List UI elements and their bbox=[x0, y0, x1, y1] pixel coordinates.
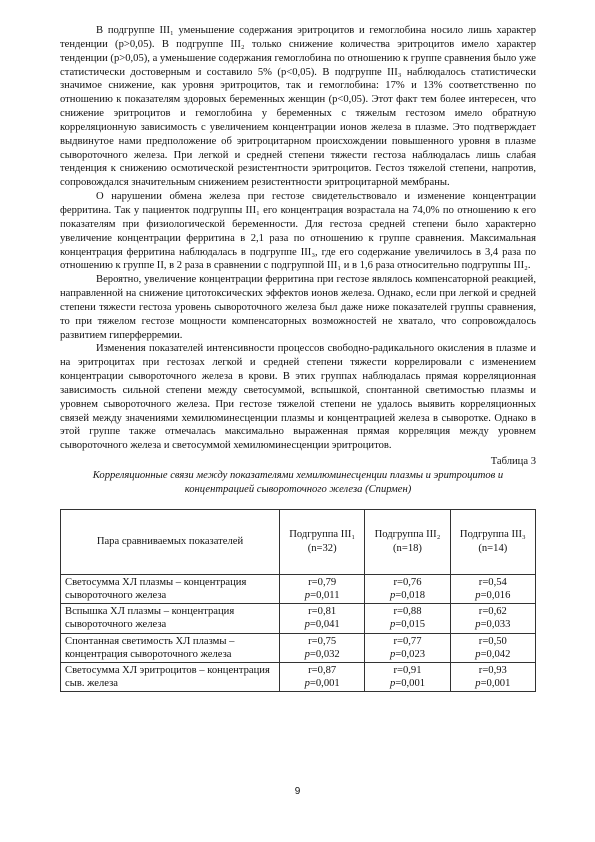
cell-value: r=0,76 p=0,018 bbox=[365, 574, 450, 603]
table-number: Таблица 3 bbox=[490, 456, 536, 468]
p-value: =0,015 bbox=[395, 619, 426, 631]
group-name: Подгруппа III₁ bbox=[289, 529, 356, 541]
cell-value: r=0,77 p=0,023 bbox=[365, 633, 450, 662]
row-pair-label: Вспышка ХЛ плазмы – концентрация сывороточного железа bbox=[61, 604, 280, 633]
page-number: 9 bbox=[294, 786, 301, 797]
p-value: =0,032 bbox=[309, 648, 340, 660]
paragraph-3: Вероятно, увеличение концентрации ферритина при гестозе являлось компенсаторной реакцией, направленной на снижение цитотоксических эффектов ионов железа. Однако, если при легкой и средней степени тяжести гестоза уровень сывороточного железа был даже ниже показателей группы сравнения, то при тяжелом гестозе мощности компенсаторных возможностей не хватало, что сопровождалось развитием гиперферремии. bbox=[60, 274, 536, 341]
table-row bbox=[61, 633, 536, 662]
cell-value: r=0,62 p=0,033 bbox=[450, 604, 535, 633]
cell-value: r=0,87 p=0,001 bbox=[280, 662, 365, 691]
group-name: Подгруппа III₃ bbox=[459, 529, 526, 541]
r-value: r=0,54 bbox=[478, 576, 507, 588]
cell-value: r=0,91 p=0,001 bbox=[365, 662, 450, 691]
p-value: =0,011 bbox=[310, 589, 340, 601]
p-value: =0,042 bbox=[480, 648, 511, 660]
row-pair-label: Светосумма ХЛ эритроцитов – концентрация сыв. железа bbox=[61, 662, 280, 691]
r-value: r=0,93 bbox=[478, 664, 507, 676]
p-value: =0,041 bbox=[309, 619, 340, 631]
cell-value: r=0,50 p=0,042 bbox=[450, 633, 535, 662]
p-value: =0,001 bbox=[480, 678, 511, 690]
group-n: (n=32) bbox=[307, 542, 337, 554]
r-value: r=0,79 bbox=[308, 576, 337, 588]
header-group-2 bbox=[365, 509, 450, 574]
table-row bbox=[61, 662, 536, 691]
group-n: (n=18) bbox=[393, 542, 422, 554]
p-value: =0,001 bbox=[395, 678, 426, 690]
body-text bbox=[60, 24, 536, 692]
paragraph-1: В подгруппе III₁ уменьшение содержания эритроцитов и гемоглобина носило лишь характер тенденции (р>0,05). В подгруппе III₂ только снижение количества эритроцитов имело характер тенденции (р>0,05), а уменьшение содержания гемоглобина по отношению к группе сравнения было уже статистически достоверным и составило 5% (p<0,05). В подгруппе III₃ наблюдалось статистически значимое снижение, как уровня эритроцитов, так и гемоглобина: 17% и 13% соответственно по отношению к показателям здоровых беременных женщин (p<0,05). Этот факт тем более интересен, что снижение эритроцитов и гемоглобина у беременных с тяжелым гестозом имело обратную корреляционную зависимость с увеличением концентрации ионов железа в плазме. Это подтверждает выдвинутое нами предположение об эритроцитарном происхождении повышенного уровня в плазме сывороточного железа. При легкой и средней степени тяжести гестоза наблюдалась лишь слабая тенденция к снижению осмотической резистентности эритроцитов. Гестоз тяжелой степени, напротив, сопровождался значительным снижением резистентности эритроцитарной мембраны. bbox=[60, 25, 537, 189]
header-group-3 bbox=[450, 509, 535, 574]
r-value: r=0,87 bbox=[308, 664, 337, 676]
group-name: Подгруппа III₂ bbox=[374, 529, 441, 541]
p-value: =0,001 bbox=[309, 678, 340, 690]
cell-value: r=0,88 p=0,015 bbox=[365, 604, 450, 633]
r-value: r=0,75 bbox=[308, 635, 337, 647]
r-value: r=0,77 bbox=[393, 635, 422, 647]
row-pair-label: Спонтанная светимость ХЛ плазмы – концентрация сывороточного железа bbox=[61, 633, 280, 662]
p-value: =0,018 bbox=[395, 589, 426, 601]
r-value: r=0,62 bbox=[478, 606, 507, 618]
row-pair-label: Светосумма ХЛ плазмы – концентрация сывороточного железа bbox=[61, 574, 280, 603]
table-row bbox=[61, 574, 536, 603]
r-value: r=0,91 bbox=[393, 664, 422, 676]
table-header-row bbox=[61, 509, 536, 574]
cell-value: r=0,54 p=0,016 bbox=[450, 574, 535, 603]
cell-value: r=0,93 p=0,001 bbox=[450, 662, 535, 691]
header-pair: Пара сравниваемых показателей bbox=[61, 509, 280, 574]
p-value: =0,033 bbox=[480, 619, 511, 631]
group-n: (n=14) bbox=[478, 542, 508, 554]
paragraph-4: Изменения показателей интенсивности процессов свободно-радикального окисления в плазме и на эритроцитах при гестозах легкой и средней степени тяжести коррелировали с изменением концентрации сывороточного железа в крови. В этих группах наблюдалась прямая корреляционная зависимость сильной степени между светосуммой, вспышкой, спонтанной светимостью плазмы и уровнем сывороточного железа. При гестозе тяжелой степени не удалось выявить корреляционных связей между значениями хемилюминесценции плазмы и концентрацией железа в сыворотке. Однако в этой группе также отмечалась максимально выраженная прямая корреляция между уровнем сывороточного железа и светосуммой хемилюминесценции эритроцитов. bbox=[60, 343, 536, 452]
paragraph-2: О нарушении обмена железа при гестозе свидетельствовало и изменение концентрации ферритина. Так у пациенток подгруппы III₁ его концентрация возрастала на 74,0% по отношению к его показателям при физиологической беременности. Для гестоза средней степени было характерно увеличение концентрации ферритина в 2,1 раза по отношению к группе сравнения. Максимальная концентрация ферритина наблюдалась в подгруппе III₃, где его содержание увеличилось в 3,4 раза по отношению к группе II, в 2 раза в сравнении с подгруппой III₁ и в 1,6 раза относительно подгруппы III₂. bbox=[60, 191, 536, 272]
p-value: =0,016 bbox=[480, 589, 511, 601]
r-value: r=0,81 bbox=[308, 606, 337, 618]
p-value: =0,023 bbox=[395, 648, 426, 660]
cell-value: r=0,81 p=0,041 bbox=[280, 604, 365, 633]
table-title: Корреляционные связи между показателями хемилюминесценции плазмы и эритроцитов и концентрацией сывороточного железа (Спирмен) bbox=[92, 470, 504, 495]
table-row bbox=[61, 604, 536, 633]
cell-value: r=0,79 p=0,011 bbox=[280, 574, 365, 603]
header-group-1 bbox=[280, 509, 365, 574]
r-value: r=0,88 bbox=[393, 606, 422, 618]
r-value: r=0,76 bbox=[393, 576, 422, 588]
r-value: r=0,50 bbox=[478, 635, 507, 647]
correlation-table bbox=[60, 509, 536, 693]
cell-value: r=0,75 p=0,032 bbox=[280, 633, 365, 662]
